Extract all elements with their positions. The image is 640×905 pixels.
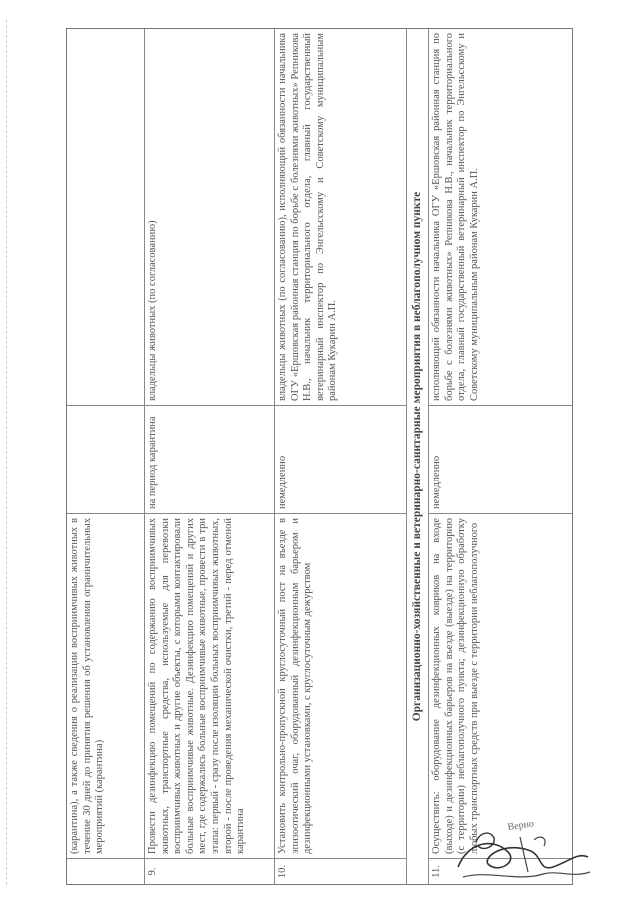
responsible-cell: владельцы животных (по согласованию), исполняющий обязанности начальника ОГУ «Ершовская районная станция по борьбе с болезнями животных» Репникова Н.В., начальник территориального отдела, главный государственный ветеринарный инспектор по Энгельсскому и Советскому муниципальным районам Кукарин А.П.: [277, 33, 339, 401]
row-number: 11.: [429, 858, 572, 884]
section-header-row: [407, 29, 429, 884]
responsible-cell: исполняющий обязанности начальника ОГУ «Ершовская районная станция по борьбе с болезнями животных» Репникова Н.В., начальник территориального отдела, главный государственный ветеринарный инспектор по Энгельсскому и Советскому муниципальным районам Кукарин А.П.: [431, 33, 480, 401]
responsible-cell: владельцы животных (по согласованию): [147, 220, 158, 401]
measures-table: [67, 29, 572, 884]
table-row: [275, 29, 407, 884]
term-cell: немедленно: [275, 405, 406, 513]
term-cell: немедленно: [429, 405, 572, 513]
term-cell: на период карантина: [145, 405, 274, 513]
responsible-cell: [67, 29, 144, 405]
table-row: [429, 29, 572, 884]
section-title: Организационно-хозяйственные и ветеринарно-санитарные мероприятия в неблагополучном пункте: [411, 191, 423, 722]
term-cell: [67, 405, 144, 513]
table-row: [145, 29, 275, 884]
action-cell: Установить контрольно-пропускной круглосуточный пост на въезде в эпизоотический очаг, оборудованный дезинфекционным барьером и дезинфекционными установками, с круглосуточным дежурством: [275, 513, 406, 858]
document-page: [66, 28, 573, 885]
table-row: [67, 29, 145, 884]
scan-margin-line: [6, 20, 7, 885]
action-cell: (карантина), а также сведения о реализации восприимчивых животных в течение 30 дней до принятия решения об установлении ограничительных мероприятий (карантина): [67, 513, 144, 858]
stamp-text: Верно: [506, 818, 535, 833]
signature-stamp: [448, 812, 598, 892]
row-number: 9.: [145, 858, 274, 884]
row-number: [67, 858, 144, 884]
action-cell: Осуществить: оборудование дезинфекционных ковриков на входе (выходе) и дезинфекционных барьеров на въезде (выезде) на территорию (с территории) неблагополучного пункта; дезинфекционную обработку любых транспортных средств при выезде с территории неблагополучного: [429, 513, 572, 858]
action-cell: Провести дезинфекцию помещений по содержанию восприимчивых животных, транспортные средства, используемые для перевозки восприимчивых животных и другие объекты, с которыми контактировали больные восприимчивые животные. Дезинфекцию помещений и других мест, где содержались больные восприимчивые животные, провести в три этапа: первый - сразу после изоляции больных восприимчивых животных, второй - после проведения механической очистки, третий - перед отменой карантина: [145, 513, 274, 858]
row-number: 10.: [275, 858, 406, 884]
